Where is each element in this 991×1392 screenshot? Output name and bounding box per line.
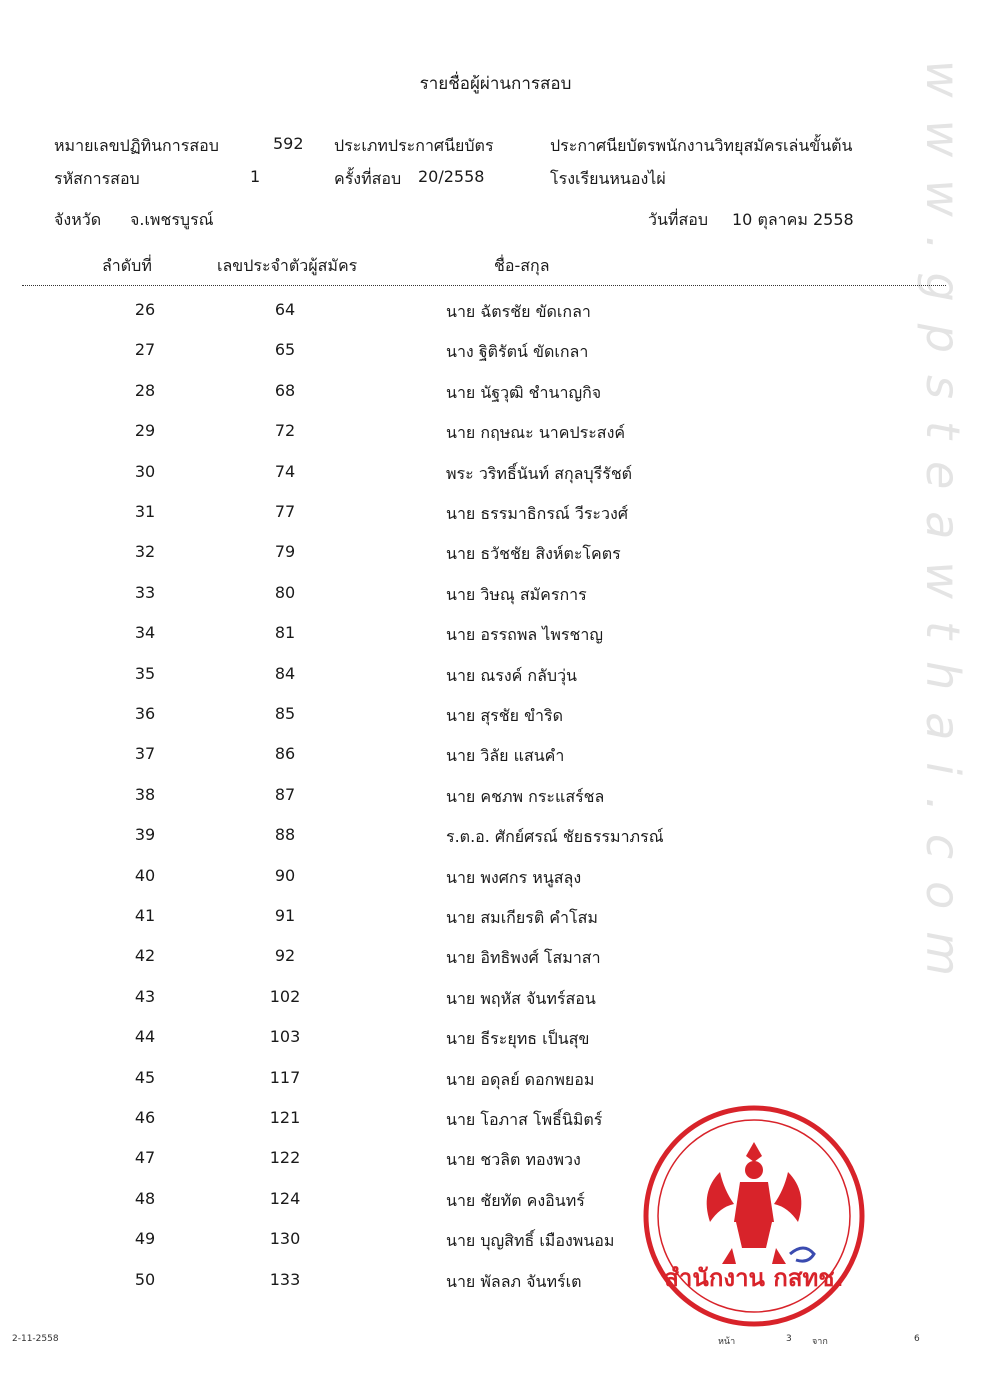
row-number: 42 [134,946,156,966]
applicant-id: 74 [274,461,296,481]
applicant-name: นาย ชวลิต ทองพวง [446,1150,581,1170]
applicant-id: 121 [269,1108,301,1127]
applicant-id: 87 [274,784,296,804]
permit-value: 592 [273,134,304,153]
applicant-id: 68 [274,380,296,400]
code-value: 1 [250,167,261,186]
applicant-id: 79 [274,542,296,562]
applicant-name: นาย นัฐวุฒิ ชำนาญกิจ [446,382,602,402]
applicant-name: นาย ฉัตรชัย ขัดเกลา [446,302,591,321]
applicant-id: 91 [274,906,296,925]
row-number: 41 [134,906,156,925]
column-header-id: เลขประจำตัวผู้สมัคร [217,256,358,275]
table-row [0,821,991,851]
applicant-name: พระ วริทธิ์นันท์ สกุลบุรีรัชต์ [446,463,633,483]
applicant-name: นาย อดุลย์ ดอกพยอม [446,1069,595,1089]
header-divider [22,285,946,286]
row-number: 45 [134,1067,156,1087]
applicant-id: 117 [269,1067,301,1087]
table-row [0,417,991,447]
row-number: 29 [134,421,156,441]
applicant-id: 90 [274,865,296,885]
applicant-id: 88 [274,825,296,845]
applicant-name: นาย สมเกียรติ คำโสม [446,908,598,927]
applicant-name: นาย วิษณุ สมัครการ [446,584,587,604]
table-row [0,1023,991,1053]
date-value: 10 ตุลาคม 2558 [732,210,854,229]
column-header-no: ลำดับที่ [102,256,152,275]
applicant-name: นาย อรรถพล ไพรชาญ [446,625,603,645]
round-value: 20/2558 [418,167,485,186]
applicant-id: 92 [274,946,296,966]
row-number: 33 [134,582,156,602]
applicant-name: นาย ธรรมาธิกรณ์ วีระวงศ์ [446,504,628,523]
applicant-id: 130 [269,1229,301,1249]
table-row [0,902,991,932]
applicant-id: 122 [269,1148,301,1168]
row-number: 43 [134,986,156,1006]
applicant-name: นาย ธีระยุทธ เป็นสุข [446,1029,590,1049]
applicant-id: 80 [274,582,296,602]
row-number: 48 [134,1188,156,1208]
applicant-name: นาย ณรงค์ กลับวุ่น [446,665,577,685]
applicant-name: นาย อิทธิพงศ์ โสมาสา [446,948,601,968]
applicant-name: นาง ฐิติรัตน์ ขัดเกลา [446,342,589,362]
watermark-text: www.gpsteawthai.com [916,60,970,999]
row-number: 40 [134,865,156,885]
table-row [0,538,991,568]
column-header-name: ชื่อ-สกุล [494,256,550,275]
row-number: 30 [134,461,156,481]
table-row [0,1064,991,1094]
applicant-id: 72 [274,421,296,441]
applicant-name: นาย พงศกร หนูสลุง [446,867,582,887]
province-value: จ.เพชรบูรณ์ [130,210,214,229]
row-number: 27 [134,340,156,360]
table-row [0,983,991,1013]
row-number: 35 [134,663,156,683]
applicant-id: 103 [269,1027,301,1047]
applicant-name: ร.ต.อ. ศักย์ศรณ์ ชัยธรรมาภรณ์ [446,827,664,847]
table-row [0,458,991,488]
applicant-id: 102 [269,986,301,1006]
row-number: 49 [134,1229,156,1249]
permit-label: หมายเลขปฏิทินการสอบ [54,136,219,155]
row-number: 31 [134,502,156,521]
row-number: 34 [134,623,156,643]
applicant-name: นาย บุญสิทธิ์ เมืองพนอม [446,1231,615,1251]
province-label: จังหวัด [54,210,102,229]
applicant-name: นาย ชัยทัต คงอินทร์ [446,1190,585,1210]
table-row [0,336,991,366]
applicant-name: นาย กฤษณะ นาคประสงค์ [446,423,626,443]
row-number: 26 [134,300,156,319]
applicant-name: นาย วิลัย แสนคำ [446,746,565,766]
table-row [0,781,991,811]
row-number: 38 [134,784,156,804]
applicant-name: นาย ธวัชชัย สิงห์ตะโคตร [446,544,621,564]
applicant-id: 86 [274,744,296,764]
row-number: 47 [134,1148,156,1168]
official-seal-stamp [640,1102,868,1330]
stamp-text: สำนักงาน กสทช. [664,1264,844,1292]
row-number: 44 [134,1027,156,1047]
table-row [0,377,991,407]
applicant-id: 64 [274,300,296,319]
table-row [0,660,991,690]
date-label: วันที่สอบ [648,210,708,229]
footer-date: 2-11-2558 [12,1334,59,1344]
round-label: ครั้งที่สอบ [334,169,402,188]
table-row [0,619,991,649]
applicant-id: 133 [269,1269,301,1289]
row-number: 50 [134,1269,156,1289]
applicant-id: 84 [274,663,296,683]
applicant-id: 65 [274,340,296,360]
row-number: 37 [134,744,156,764]
table-row [0,740,991,770]
row-number: 28 [134,380,156,400]
footer-page-label: หน้า [718,1337,736,1347]
applicant-name: นาย พัลลภ จันทร์เต [446,1271,582,1291]
applicant-id: 124 [269,1188,301,1208]
applicant-id: 81 [274,623,296,643]
table-row [0,700,991,730]
code-label: รหัสการสอบ [54,169,140,188]
row-number: 36 [134,704,156,723]
footer-total-pages: 6 [914,1334,920,1344]
type-value: ประกาศนียบัตรพนักงานวิทยุสมัครเล่นขั้นต้น [550,136,853,155]
applicant-name: นาย สุรชัย ขำริด [446,706,563,725]
table-row [0,498,991,528]
row-number: 39 [134,825,156,845]
venue: โรงเรียนหนองไผ่ [550,169,666,188]
table-row [0,862,991,892]
applicant-name: นาย พฤหัส จันทร์สอน [446,988,596,1008]
table-row [0,579,991,609]
footer-of-label: จาก [812,1337,828,1347]
page-title: รายชื่อผู้ผ่านการสอบ [419,74,572,94]
table-row [0,296,991,326]
applicant-id: 77 [274,502,296,521]
row-number: 46 [134,1108,156,1127]
footer-page-no: 3 [786,1334,792,1344]
applicant-name: นาย โอภาส โพธิ์นิมิตร์ [446,1110,603,1129]
table-row [0,942,991,972]
applicant-name: นาย คชภพ กระแสร์ชล [446,786,605,806]
row-number: 32 [134,542,156,562]
type-label: ประเภทประกาศนียบัตร [334,136,494,155]
applicant-id: 85 [274,704,296,723]
